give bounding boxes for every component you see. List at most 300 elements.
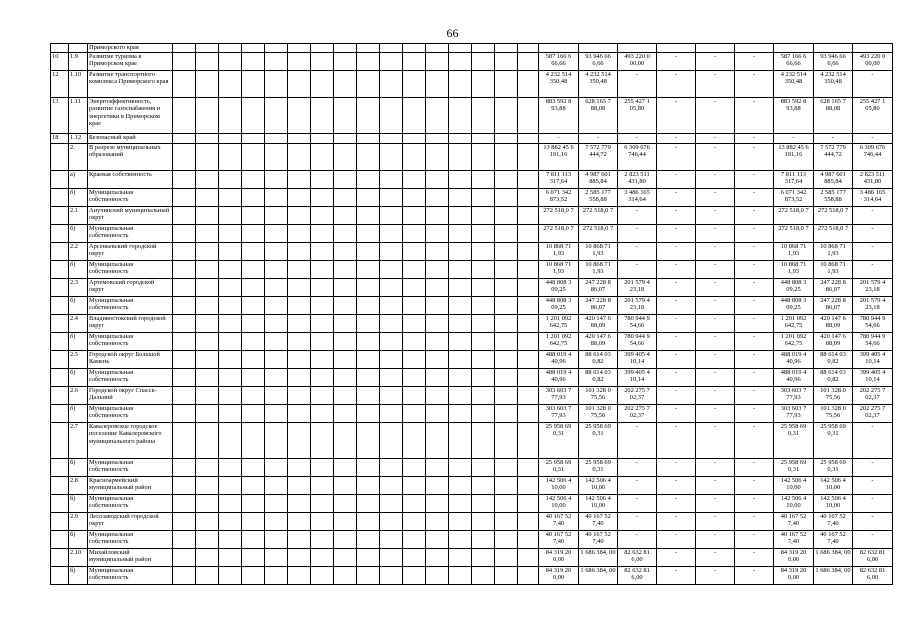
empty-cell [311,297,334,315]
empty-cell [265,567,288,585]
value-cell: - [657,225,696,243]
empty-cell [265,513,288,531]
row-number-cell [51,567,69,585]
value-cell: 84 319 20 0,00 [539,567,579,585]
empty-cell [219,405,242,423]
empty-cell [380,71,403,98]
empty-cell [334,405,357,423]
empty-cell [403,297,426,315]
empty-cell [495,98,518,134]
row-number-cell [51,387,69,405]
empty-cell [380,423,403,459]
empty-cell [173,387,196,405]
empty-cell [357,297,380,315]
row-code-cell: 2.8 [69,477,88,495]
empty-cell [449,98,472,134]
value-cell: - [853,531,893,549]
empty-cell [173,53,196,71]
value-cell: 3 486 165 314,64 [618,189,657,207]
empty-cell [449,459,472,477]
empty-cell [311,477,334,495]
empty-cell [449,513,472,531]
empty-cell [472,405,495,423]
value-cell: 272 518,0 7 [539,207,579,225]
empty-cell [196,225,219,243]
value-cell: - [735,495,774,513]
empty-cell [288,297,311,315]
empty-cell [311,387,334,405]
empty-cell [449,279,472,297]
empty-cell [449,423,472,459]
empty-cell [265,98,288,134]
empty-cell [495,387,518,405]
value-cell: - [696,351,735,369]
table-row [51,144,893,171]
value-cell: 1 686 384, 00 [814,549,853,567]
empty-cell [311,369,334,387]
empty-cell [403,71,426,98]
empty-cell [219,44,242,53]
empty-cell [242,315,265,333]
empty-cell [449,387,472,405]
value-cell: 84 319 20 0,00 [774,549,814,567]
empty-cell [357,279,380,297]
value-cell: - [696,261,735,279]
value-cell: - [657,477,696,495]
empty-cell [357,225,380,243]
value-cell: 40 167 52 7,40 [774,531,814,549]
empty-cell [219,513,242,531]
value-cell [696,44,735,53]
empty-cell [265,405,288,423]
empty-cell [449,225,472,243]
value-cell: 399 405 4 10,14 [853,369,893,387]
table-row [51,279,893,297]
empty-cell [288,144,311,171]
empty-cell [173,243,196,261]
value-cell: 7 572 779 444,72 [579,144,618,171]
empty-cell [265,423,288,459]
empty-cell [380,513,403,531]
value-cell: - [696,567,735,585]
empty-cell [265,297,288,315]
value-cell: - [618,261,657,279]
row-name-cell: Лесозаводский городской округ [88,513,173,531]
empty-cell [242,279,265,297]
value-cell: 10 868 71 1,93 [774,261,814,279]
value-cell [774,44,814,53]
empty-cell [380,567,403,585]
empty-cell [288,98,311,134]
empty-cell [357,369,380,387]
empty-cell [334,333,357,351]
value-cell: - [735,405,774,423]
empty-cell [219,189,242,207]
empty-cell [311,243,334,261]
empty-cell [495,71,518,98]
empty-cell [518,243,539,261]
empty-cell [219,477,242,495]
empty-cell [219,207,242,225]
value-cell: - [735,369,774,387]
row-number-cell [51,351,69,369]
value-cell: - [735,225,774,243]
empty-cell [495,513,518,531]
empty-cell [242,261,265,279]
empty-cell [380,477,403,495]
table-row [51,134,893,144]
empty-cell [518,225,539,243]
empty-cell [288,44,311,53]
value-cell: 4 232 514 350,48 [774,71,814,98]
empty-cell [173,477,196,495]
empty-cell [426,405,449,423]
value-cell: 142 506 4 10,00 [539,495,579,513]
empty-cell [472,207,495,225]
empty-cell [518,98,539,134]
empty-cell [311,98,334,134]
empty-cell [219,98,242,134]
empty-cell [242,243,265,261]
value-cell: - [735,71,774,98]
empty-cell [472,315,495,333]
empty-cell [242,567,265,585]
value-cell: - [657,243,696,261]
value-cell: 10 868 71 1,93 [539,243,579,261]
empty-cell [403,144,426,171]
empty-cell [173,405,196,423]
empty-cell [265,315,288,333]
empty-cell [311,71,334,98]
budget-table [50,43,893,585]
empty-cell [334,567,357,585]
value-cell: - [657,279,696,297]
value-cell: - [539,134,579,144]
empty-cell [196,549,219,567]
empty-cell [219,423,242,459]
value-cell: - [657,261,696,279]
empty-cell [242,387,265,405]
empty-cell [265,53,288,71]
empty-cell [495,495,518,513]
empty-cell [518,495,539,513]
value-cell: 883 592 8 93,88 [774,98,814,134]
empty-cell [288,459,311,477]
value-cell: - [696,53,735,71]
value-cell [814,44,853,53]
table-row [51,387,893,405]
empty-cell [265,279,288,297]
empty-cell [518,207,539,225]
empty-cell [472,549,495,567]
value-cell: 142 506 4 10,00 [579,495,618,513]
empty-cell [196,423,219,459]
empty-cell [380,333,403,351]
row-number-cell [51,297,69,315]
value-cell: 88 614 03 0,82 [579,369,618,387]
value-cell: - [696,459,735,477]
empty-cell [288,53,311,71]
empty-cell [380,297,403,315]
empty-cell [449,171,472,189]
empty-cell [403,513,426,531]
value-cell [853,44,893,53]
empty-cell [357,567,380,585]
empty-cell [403,279,426,297]
empty-cell [288,405,311,423]
empty-cell [219,225,242,243]
empty-cell [311,423,334,459]
value-cell: - [735,477,774,495]
empty-cell [357,405,380,423]
value-cell: 780 944 9 54,66 [853,315,893,333]
value-cell: 101 328 0 75,56 [814,387,853,405]
table-row [51,567,893,585]
value-cell: - [696,98,735,134]
value-cell: - [853,423,893,459]
value-cell: 25 958 69 0,31 [539,459,579,477]
row-code-cell [69,44,88,53]
value-cell: 10 868 71 1,93 [814,261,853,279]
empty-cell [265,351,288,369]
empty-cell [219,351,242,369]
value-cell: - [853,513,893,531]
row-code-cell: б) [69,459,88,477]
value-cell: - [696,549,735,567]
row-number-cell [51,549,69,567]
value-cell: - [657,144,696,171]
empty-cell [380,531,403,549]
value-cell: 493 220 0 00,00 [618,53,657,71]
value-cell: - [853,225,893,243]
empty-cell [357,243,380,261]
empty-cell [357,549,380,567]
empty-cell [173,261,196,279]
table-row [51,315,893,333]
value-cell: - [735,567,774,585]
empty-cell [518,261,539,279]
empty-cell [426,171,449,189]
empty-cell [380,405,403,423]
value-cell: 10 868 71 1,93 [774,243,814,261]
value-cell: 93 946 66 6,66 [579,53,618,71]
value-cell: 2 823 511 431,80 [618,171,657,189]
row-name-cell: Приморского края [88,44,173,53]
empty-cell [196,98,219,134]
empty-cell [403,171,426,189]
empty-cell [288,315,311,333]
value-cell: 82 632 81 6,00 [853,549,893,567]
empty-cell [242,189,265,207]
value-cell: 628 165 7 88,08 [814,98,853,134]
row-name-cell: Владивостокский городской округ [88,315,173,333]
value-cell: - [735,134,774,144]
value-cell: - [657,495,696,513]
table-row [51,531,893,549]
value-cell: 303 603 7 77,93 [774,405,814,423]
value-cell: - [853,477,893,495]
empty-cell [426,333,449,351]
row-code-cell: б) [69,531,88,549]
empty-cell [265,531,288,549]
empty-cell [472,387,495,405]
empty-cell [357,387,380,405]
value-cell: - [735,423,774,459]
value-cell: 142 506 4 10,00 [814,495,853,513]
empty-cell [196,71,219,98]
value-cell: 101 328 0 75,56 [579,387,618,405]
empty-cell [426,207,449,225]
row-name-cell: Развитие туризма в Приморском крае [88,53,173,71]
empty-cell [334,134,357,144]
empty-cell [288,243,311,261]
value-cell: - [657,405,696,423]
empty-cell [472,531,495,549]
empty-cell [357,477,380,495]
value-cell: 6 071 342 873,52 [774,189,814,207]
empty-cell [380,387,403,405]
empty-cell [518,171,539,189]
empty-cell [311,567,334,585]
empty-cell [495,423,518,459]
empty-cell [495,207,518,225]
empty-cell [219,261,242,279]
value-cell: 399 405 4 10,14 [618,351,657,369]
value-cell: 142 506 4 10,00 [774,477,814,495]
value-cell: - [853,71,893,98]
empty-cell [403,369,426,387]
row-name-cell: Анучинский муниципальный округ [88,207,173,225]
empty-cell [334,351,357,369]
empty-cell [403,477,426,495]
value-cell: - [853,134,893,144]
value-cell: - [853,243,893,261]
row-name-cell: Муниципальная собственность [88,567,173,585]
empty-cell [426,297,449,315]
value-cell: - [735,315,774,333]
empty-cell [173,44,196,53]
value-cell: 142 506 4 10,00 [774,495,814,513]
empty-cell [426,495,449,513]
value-cell: - [657,71,696,98]
value-cell: - [657,459,696,477]
value-cell: 247 228 8 86,07 [814,279,853,297]
empty-cell [403,189,426,207]
table-row [51,405,893,423]
row-code-cell: 2.3 [69,279,88,297]
empty-cell [196,351,219,369]
empty-cell [518,549,539,567]
empty-cell [518,44,539,53]
empty-cell [518,387,539,405]
value-cell: 93 946 66 6,66 [814,53,853,71]
row-number-cell [51,531,69,549]
value-cell: 101 328 0 75,56 [814,405,853,423]
empty-cell [403,315,426,333]
empty-cell [173,513,196,531]
empty-cell [426,243,449,261]
empty-cell [219,71,242,98]
value-cell: 202 275 7 02,37 [618,405,657,423]
value-cell: 1 686 384, 00 [579,549,618,567]
empty-cell [334,53,357,71]
empty-cell [357,53,380,71]
value-cell: 6 309 676 746,44 [853,144,893,171]
empty-cell [449,405,472,423]
value-cell: 448 808 3 09,25 [774,297,814,315]
value-cell: - [657,315,696,333]
empty-cell [472,297,495,315]
row-name-cell: Городской округ Спасск-Дальний [88,387,173,405]
value-cell: 272 518,0 7 [774,225,814,243]
empty-cell [495,279,518,297]
empty-cell [380,351,403,369]
value-cell: 3 486 165 314,64 [853,189,893,207]
empty-cell [173,171,196,189]
row-name-cell: Энергоэффективность, развитие газоснабжения и энергетики в Приморском крае [88,98,173,134]
empty-cell [357,207,380,225]
row-number-cell [51,243,69,261]
empty-cell [495,531,518,549]
empty-cell [219,495,242,513]
empty-cell [449,315,472,333]
empty-cell [173,423,196,459]
value-cell: 488 019 4 40,96 [774,351,814,369]
value-cell: 448 808 3 09,25 [774,279,814,297]
empty-cell [196,144,219,171]
empty-cell [219,279,242,297]
row-number-cell [51,477,69,495]
value-cell: - [657,567,696,585]
empty-cell [449,44,472,53]
row-code-cell: б) [69,297,88,315]
empty-cell [357,171,380,189]
empty-cell [196,477,219,495]
empty-cell [472,477,495,495]
empty-cell [196,297,219,315]
value-cell: 420 147 6 88,09 [814,315,853,333]
value-cell: - [657,207,696,225]
empty-cell [449,369,472,387]
empty-cell [449,477,472,495]
empty-cell [196,531,219,549]
table-row [51,98,893,134]
empty-cell [472,351,495,369]
empty-cell [472,71,495,98]
empty-cell [242,53,265,71]
value-cell: 4 232 514 350,48 [539,71,579,98]
row-code-cell: б) [69,405,88,423]
empty-cell [219,567,242,585]
value-cell: 247 228 8 86,07 [814,297,853,315]
value-cell: 448 808 3 09,25 [539,279,579,297]
row-number-cell [51,171,69,189]
empty-cell [449,144,472,171]
value-cell: 10 868 71 1,93 [539,261,579,279]
value-cell: - [657,423,696,459]
empty-cell [173,98,196,134]
empty-cell [288,423,311,459]
value-cell: - [696,243,735,261]
empty-cell [403,459,426,477]
empty-cell [403,387,426,405]
empty-cell [472,44,495,53]
empty-cell [472,261,495,279]
empty-cell [380,144,403,171]
empty-cell [219,549,242,567]
empty-cell [173,189,196,207]
value-cell: 25 958 69 0,31 [774,423,814,459]
